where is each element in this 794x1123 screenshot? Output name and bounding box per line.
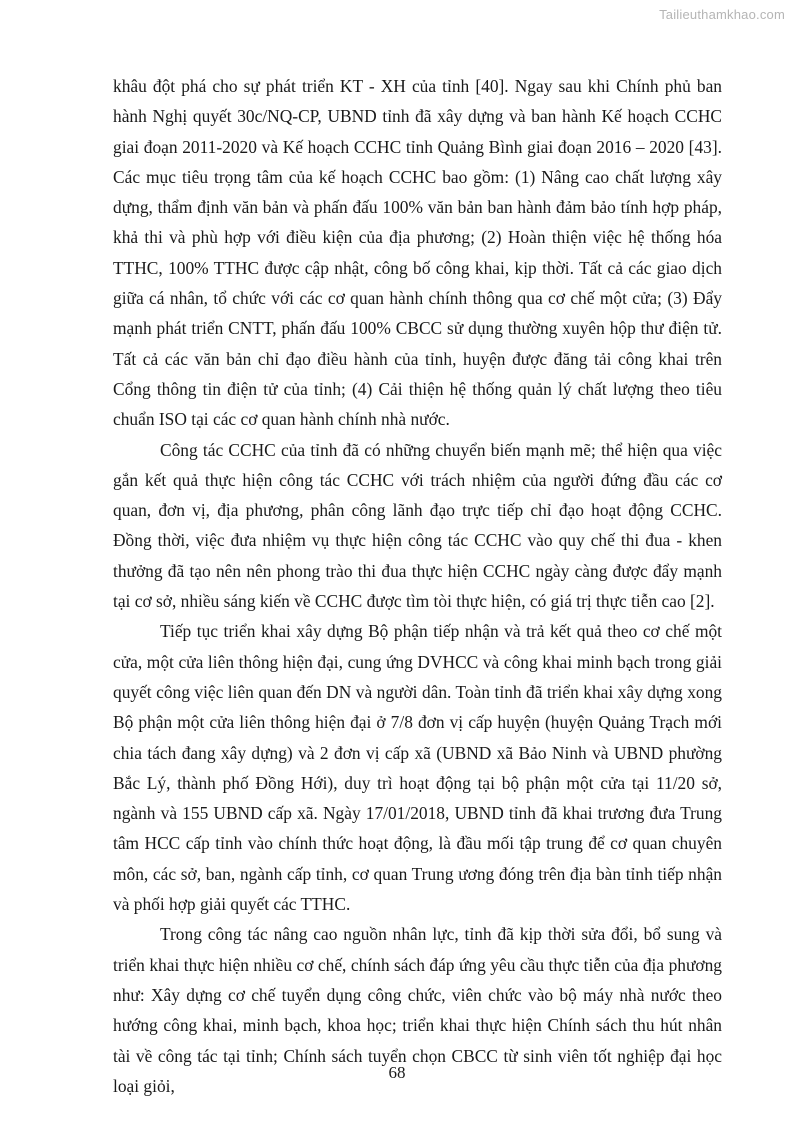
- paragraph-3: Tiếp tục triển khai xây dựng Bộ phận tiếp nhận và trả kết quả theo cơ chế một cửa, một cửa liên thông hiện đại, cung ứng DVHCC và công khai minh bạch trong giải quyết công việc liên quan đến DN và người dân. Toàn tỉnh đã triển khai xây dựng xong Bộ phận một cửa liên thông hiện đại ở 7/8 đơn vị cấp huyện (huyện Quảng Trạch mới chia tách đang xây dựng) và 2 đơn vị cấp xã (UBND xã Bảo Ninh và UBND phường Bắc Lý, thành phố Đồng Hới), duy trì hoạt động tại bộ phận một cửa tại 11/20 sở, ngành và 155 UBND cấp xã. Ngày 17/01/2018, UBND tỉnh đã khai trương đưa Trung tâm HCC cấp tỉnh vào chính thức hoạt động, là đầu mối tập trung để cơ quan chuyên môn, các sở, ban, ngành cấp tỉnh, cơ quan Trung ương đóng trên địa bàn tỉnh tiếp nhận và phối hợp giải quyết các TTHC.: [113, 621, 722, 915]
- page-number: 68: [388, 1063, 406, 1082]
- paragraph-2: Công tác CCHC của tỉnh đã có những chuyển biến mạnh mẽ; thể hiện qua việc gắn kết quả thực hiện công tác CCHC với trách nhiệm của người đứng đầu các cơ quan, đơn vị, địa phương, phân công lãnh đạo trực tiếp chỉ đạo hoạt động CCHC. Đồng thời, việc đưa nhiệm vụ thực hiện công tác CCHC vào quy chế thi đua - khen thưởng đã tạo nên nên phong trào thi đua thực hiện CCHC ngày càng được đẩy mạnh tại cơ sở, nhiều sáng kiến về CCHC được tìm tòi thực hiện, có giá trị thực tiễn cao [2].: [113, 439, 722, 612]
- document-body: [113, 71, 722, 1101]
- paragraph-1: khâu đột phá cho sự phát triển KT - XH của tỉnh [40]. Ngay sau khi Chính phủ ban hành Nghị quyết 30c/NQ-CP, UBND tỉnh đã xây dựng và ban hành Kế hoạch CCHC giai đoạn 2011-2020 và Kế hoạch CCHC tỉnh Quảng Bình giai đoạn 2016 – 2020 [43]. Các mục tiêu trọng tâm của kế hoạch CCHC bao gồm: (1) Nâng cao chất lượng xây dựng, thẩm định văn bản và phấn đấu 100% văn bản ban hành đảm bảo tính hợp pháp, khả thi và phù hợp với điều kiện của địa phương; (2) Hoàn thiện việc hệ thống hóa TTHC, 100% TTHC được cập nhật, công bố công khai, kịp thời. Tất cả các giao dịch giữa cá nhân, tổ chức với các cơ quan hành chính thông qua cơ chế một cửa; (3) Đẩy mạnh phát triển CNTT, phấn đấu 100% CBCC sử dụng thường xuyên hộp thư điện tử. Tất cả các văn bản chỉ đạo điều hành của tỉnh, huyện được đăng tải công khai trên Cổng thông tin điện tử của tỉnh; (4) Cải thiện hệ thống quản lý chất lượng theo tiêu chuẩn ISO tại các cơ quan hành chính nhà nước.: [113, 76, 722, 430]
- watermark: Tailieuthamkhao.com: [659, 7, 785, 22]
- paragraph-4: Trong công tác nâng cao nguồn nhân lực, tỉnh đã kịp thời sửa đổi, bổ sung và triển khai thực hiện nhiều cơ chế, chính sách đáp ứng yêu cầu thực tiễn của địa phương như: Xây dựng cơ chế tuyển dụng công chức, viên chức vào bộ máy nhà nước theo hướng công khai, minh bạch, khoa học; triển khai thực hiện Chính sách thu hút nhân tài về công tác tại tỉnh; Chính sách tuyển chọn CBCC từ sinh viên tốt nghiệp đại học loại giỏi,: [113, 924, 722, 1096]
